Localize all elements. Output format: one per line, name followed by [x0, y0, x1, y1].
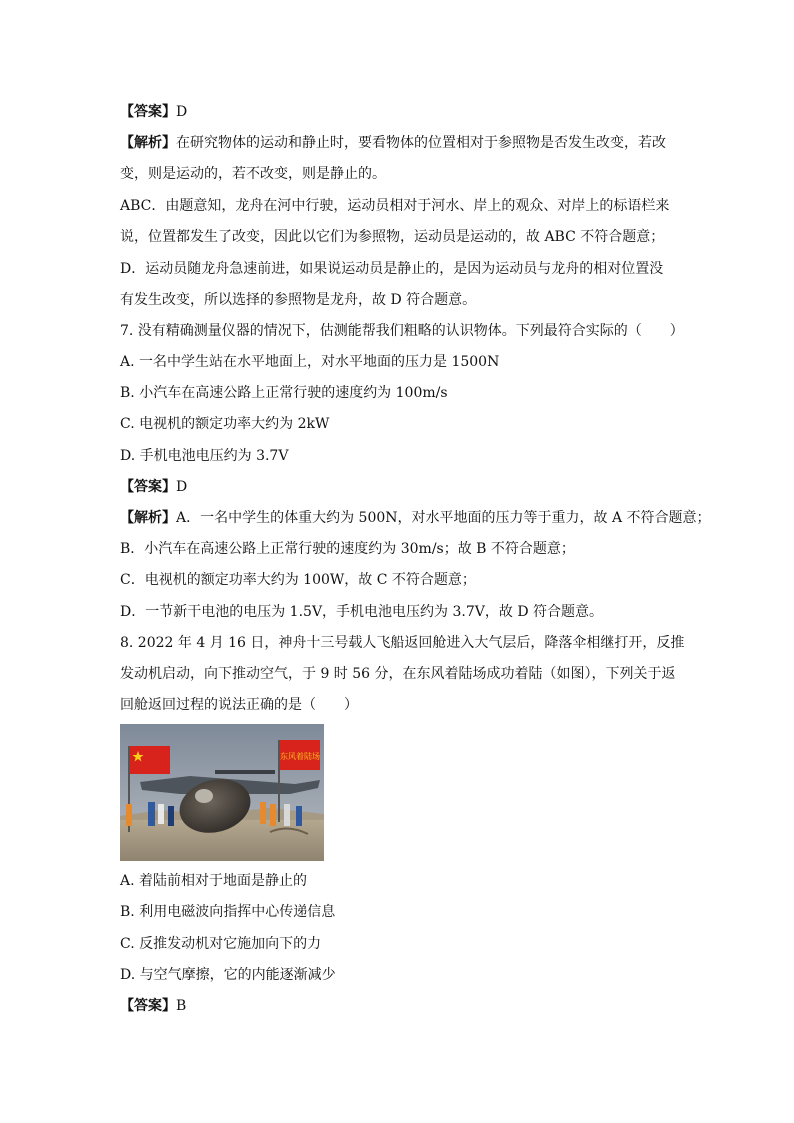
analysis-label: 【解析】: [120, 510, 176, 526]
answer-value: D: [176, 104, 188, 120]
analysis-text: A．一名中学生的体重大约为 500N，对水平地面的压力等于重力，故 A 不符合题意；: [176, 510, 711, 526]
analysis-abc-line-cont: 说，位置都发生了改变，因此以它们为参照物，运动员是运动的，故 ABC 不符合题意；: [120, 229, 665, 245]
question-8-option-c: C. 反推发动机对它施加向下的力: [120, 936, 322, 952]
question-7-answer: [120, 477, 187, 497]
answer-value: B: [176, 998, 187, 1014]
question-7-option-c: C. 电视机的额定功率大约为 2kW: [120, 416, 330, 432]
analysis-label: 【解析】: [120, 135, 176, 151]
question-7-option-a: A. 一名中学生站在水平地面上，对水平地面的压力是 1500N: [120, 354, 500, 370]
question-8-stem-end: 回舱返回过程的说法正确的是（ ）: [120, 697, 358, 713]
answer-label: 【答案】: [120, 104, 176, 120]
answer-value: D: [176, 479, 188, 495]
analysis-text: 在研究物体的运动和静止时，要看物体的位置相对于参照物是否发生改变，若改: [176, 135, 666, 151]
landing-photo: [120, 724, 324, 861]
question-7-analysis-a: [120, 508, 711, 528]
answer-line-prev: [120, 102, 187, 122]
analysis-abc-line: ABC．由题意知，龙舟在河中行驶，运动员相对于河水、岸上的观众、对岸上的标语栏来: [120, 198, 670, 214]
question-7-stem: 7. 没有精确测量仪器的情况下，估测能帮我们粗略的认识物体。下列最符合实际的（ ）: [120, 323, 684, 339]
analysis-d-line: D．运动员随龙舟急速前进，如果说运动员是静止的，是因为运动员与龙舟的相对位置没: [120, 261, 664, 277]
question-7-analysis-b: B．小汽车在高速公路上正常行驶的速度约为 30m/s；故 B 不符合题意；: [120, 541, 575, 557]
question-7-analysis-c: C．电视机的额定功率大约为 100W，故 C 不符合题意；: [120, 572, 476, 588]
question-8-answer: [120, 996, 186, 1016]
question-7-option-d: D. 手机电池电压约为 3.7V: [120, 448, 289, 464]
landing-photo-illustration: [120, 724, 324, 861]
question-8-stem-cont: 发动机启动，向下推动空气，于 9 时 56 分，在东风着陆场成功着陆（如图），下列关于返: [120, 666, 676, 682]
analysis-text-cont: 变，则是运动的，若不改变，则是静止的。: [120, 166, 386, 182]
question-8-stem: 8. 2022 年 4 月 16 日，神舟十三号载人飞船返回舱进入大气层后，降落伞相继打开，反推: [120, 635, 685, 651]
answer-label: 【答案】: [120, 479, 176, 495]
question-8-option-a: A. 着陆前相对于地面是静止的: [120, 873, 308, 889]
answer-label: 【答案】: [120, 998, 176, 1014]
analysis-d-line-cont: 有发生改变，所以选择的参照物是龙舟，故 D 符合题意。: [120, 292, 477, 308]
question-8-option-b: B. 利用电磁波向指挥中心传递信息: [120, 904, 336, 920]
question-7-option-b: B. 小汽车在高速公路上正常行驶的速度约为 100m/s: [120, 385, 448, 401]
question-7-analysis-d: D．一节新干电池的电压为 1.5V，手机电池电压约为 3.7V，故 D 符合题意。: [120, 604, 603, 620]
banner-text: 东风着陆场: [280, 752, 320, 761]
question-8-option-d: D. 与空气摩擦，它的内能逐渐减少: [120, 967, 336, 983]
analysis-line: [120, 133, 666, 153]
